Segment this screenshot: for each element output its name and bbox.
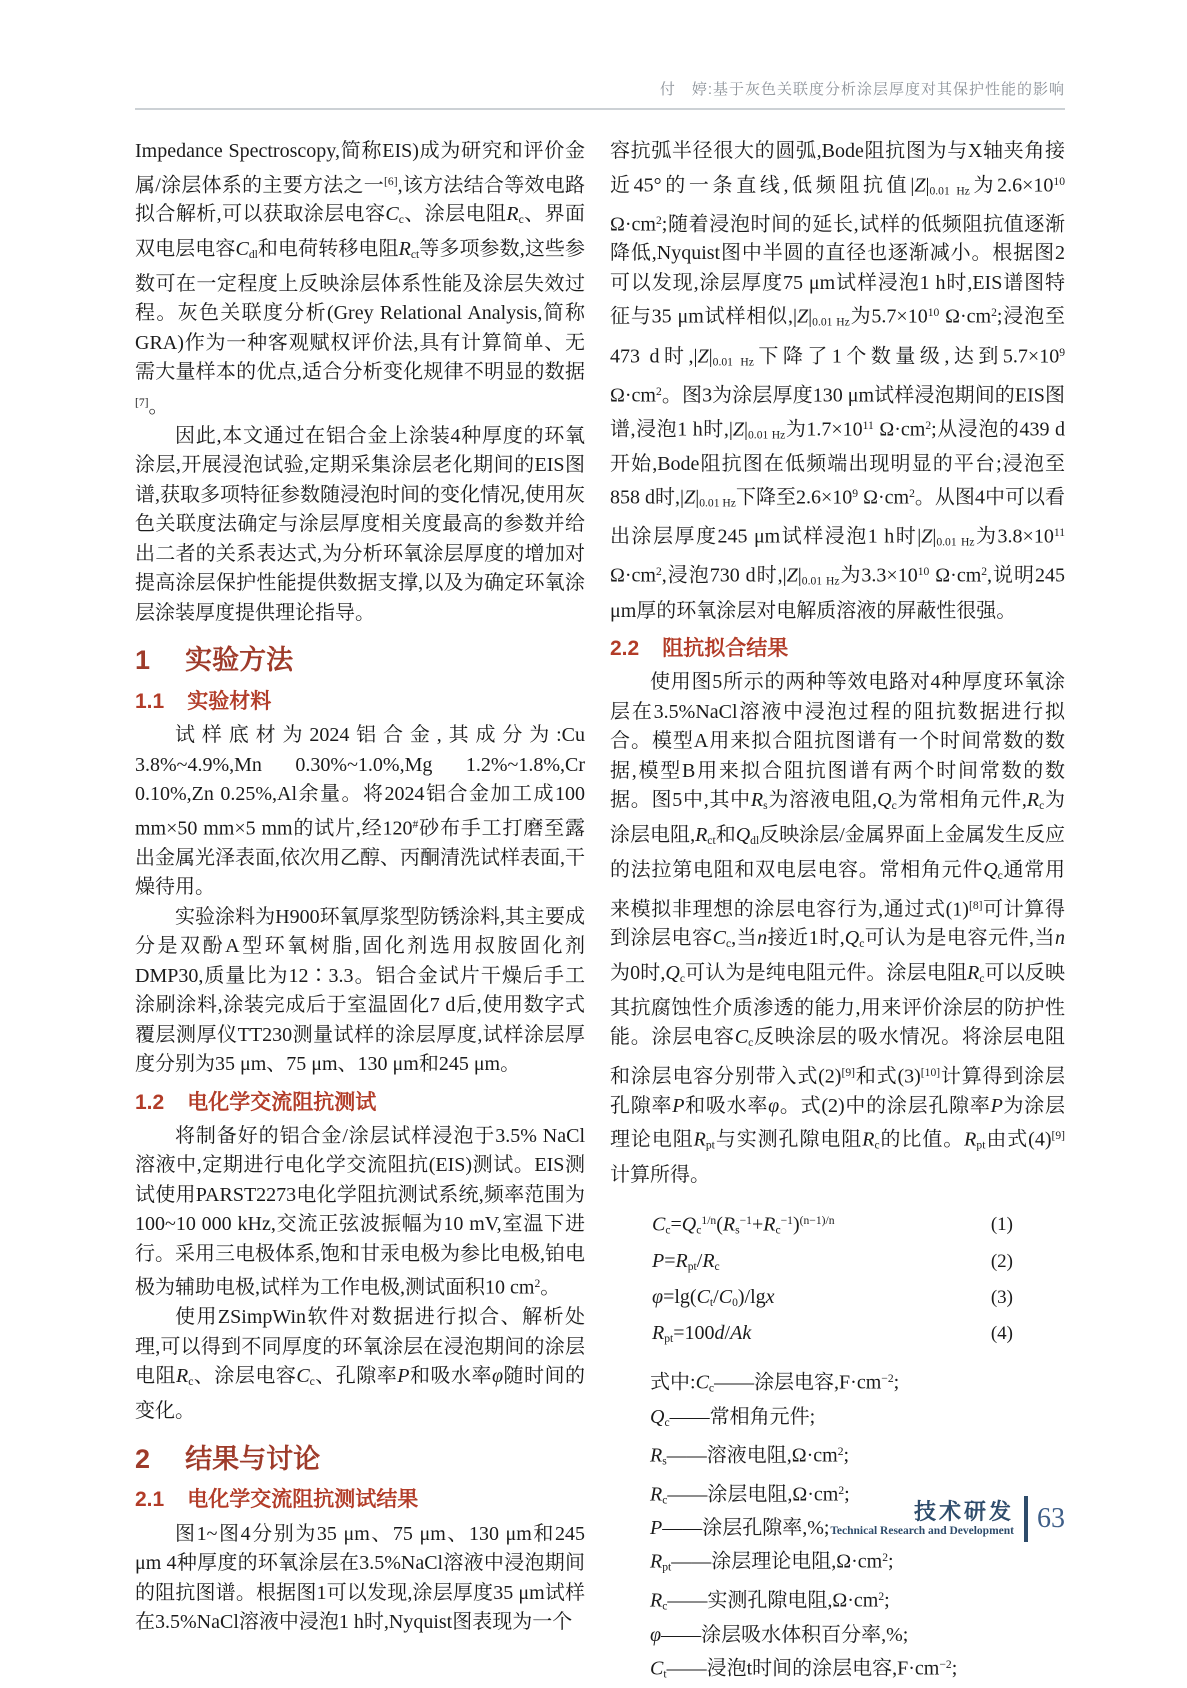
section-heading-2-2 [610, 635, 1065, 662]
paragraph-eis-method: Impedance Spectroscopy,简称EIS)成为研究和评价金属/涂层体系的主要方法之一[6],该方法结合等效电路拟合解析,可以获取涂层电容Cc、涂层电阻Rc、界面双电层电容Cdl和电荷转移电阻Rct等多项参数,这些参数可在一定程度上反映涂层体系性能及涂层失效过程。灰色关联度分析(Grey Relational Analysis,简称GRA)作为一种客观赋权评价法,具有计算简单、无需大量样本的优点,适合分析变化规律不明显的数据[7]。 [135, 140, 586, 418]
section-number: 2.2 [610, 637, 640, 661]
paragraph-zsimpwin: 使用ZSimpWin软件对数据进行拟合、解析处理,可以得到不同厚度的环氧涂层在浸泡期间的涂层电阻Rc、涂层电容Cc、孔隙率P和吸水率φ随时间的变化。 [135, 1306, 586, 1423]
equation-number: (3) [990, 1286, 1013, 1308]
footer-divider-bar [1024, 1496, 1028, 1542]
equation-4 [610, 1318, 1065, 1354]
definition-Rs: Rs——溶液电阻$,\Omega\cdot cm^2$; [650, 1444, 850, 1468]
section-heading-1-2 [135, 1089, 585, 1116]
footer-section-cn: 技术研发 [913, 1499, 1014, 1525]
running-head: 付 婷:基于灰色关联度分析涂层厚度对其保护性能的影响 [135, 78, 1065, 110]
equation-body: P=Rpt/Rc [652, 1249, 720, 1273]
section-title: 结果与讨论 [185, 1443, 321, 1474]
section-title: 电化学交流阻抗测试结果 [187, 1488, 419, 1512]
section-number: 1 [135, 645, 151, 676]
definition-Qc: Qc——常相角元件; [650, 1406, 816, 1430]
footer-section-en: Technical Research and Development [830, 1524, 1014, 1537]
section-number: 1.2 [135, 1090, 165, 1114]
section-number: 2 [135, 1443, 151, 1474]
section-title: 实验方法 [185, 645, 294, 676]
definition-phi: φ——涂层吸水体积百分率,%; [650, 1623, 909, 1646]
section-heading-1-1 [135, 688, 585, 715]
page-number: 63 [1037, 1503, 1065, 1534]
section-title: 实验材料 [187, 689, 272, 713]
footer-section-label [830, 1499, 1014, 1538]
equation-block [610, 1206, 1065, 1354]
paragraph-coating-material: 实验涂料为H900环氧厚浆型防锈涂料,其主要成分是双酚A型环氧树脂,固化剂选用叔胺固化剂DMP30,质量比为12∶3.3。铝合金试片干燥后手工涂刷涂料,涂装完成后于室温固化7 d后,使用数字式覆层测厚仪TT230测量试样的涂层厚度,试样涂层厚度分别为35 μm、75 μm、130 μm和245 μm。 [135, 905, 585, 1076]
equation-3 [610, 1282, 1065, 1318]
equation-number: (2) [990, 1250, 1013, 1272]
definition-Rc: Rc——涂层电阻$,\Omega\cdot cm^2$; [650, 1483, 850, 1507]
column-right [610, 137, 1065, 1688]
section-number: 1.1 [135, 689, 165, 713]
section-heading-1 [135, 644, 585, 678]
paragraph-figures-1-4: 图1~图4分别为35 μm、75 μm、130 μm和245 μm 4种厚度的环氧涂层在3.5%NaCl溶液中浸泡期间的阻抗图谱。根据图1可以发现,涂层厚度35 μm试样在3.5%NaCl溶液中浸泡1 h时,Nyquist图表现为一个 [135, 1522, 585, 1634]
paragraph-eis-test-setup: 将制备好的铝合金/涂层试样浸泡于3.5% NaCl溶液中,定期进行电化学交流阻抗(EIS)测试。EIS测试使用PARST2273电化学阻抗测试系统,频率范围为100~10 000 kHz,交流正弦波振幅为10 mV,室温下进行。采用三电极体系,饱和甘汞电极为参比电极,铂电极为辅助电极,试样为工作电极,测试面积10 $cm^2$。 [135, 1124, 585, 1299]
paragraph-impedance-results: 容抗弧半径很大的圆弧,Bode阻抗图为与X轴夹角接近45°的一条直线,低频阻抗值|Z|0.01 Hz为$2.6\times 10^{10}$ $\Omega\cdot cm^2$;随着浸泡时间的延长,试样的低频阻抗值逐渐降低,Nyquist图中半圆的直径也逐渐减小。根据图2可以发现,涂层厚度75 μm试样浸泡1 h时,EIS谱图特征与35 μm试样相似,|Z|0.01 Hz为$5.7\times 10^{10}$ $\Omega\cdot cm^2$;浸泡至473 d时,|Z|0.01 Hz下降了1个数量级,达到$5.7\times 10^9$ $\Omega\cdot cm^2$。图3为涂层厚度130 μm试样浸泡期间的EIS图谱,浸泡1 h时,|Z|0.01 Hz为$1.7\times 10^{11}$ $\Omega\cdot cm^2$;从浸泡的439 d开始,Bode阻抗图在低频端出现明显的平台;浸泡至858 d时,|Z|0.01 Hz下降至$2.6\times 10^9$ $\Omega\cdot cm^2$。从图4中可以看出涂层厚度245 μm试样浸泡1 h时|Z|0.01 Hz为$3.8\times 10^{11}$ $\Omega\cdot cm^2$,浸泡730 d时,|Z|0.01 Hz为$3.3\times 10^{10}$ $\Omega\cdot cm^2$,说明245 μm厚的环氧涂层对电解质溶液的屏蔽性很强。 [610, 140, 1066, 622]
equation-number: (4) [990, 1323, 1013, 1345]
column-left [135, 137, 585, 1688]
section-heading-2 [135, 1443, 585, 1477]
section-title: 阻抗拟合结果 [662, 637, 789, 661]
equation-body: Rpt=100d/Ak [652, 1322, 752, 1346]
paragraph-substrate: 试样底材为2024铝合金,其成分为:Cu 3.8%~4.9%,Mn 0.30%~1.0%,Mg 1.2%~1.8%,Cr 0.10%,Zn 0.25%,Al余量。将2024铝合金加工成100 mm×50 mm×5 mm的试片,经120#砂布手工打磨至露出金属光泽表面,依次用乙醇、丙酮清洗试样表面,干燥待用。 [135, 724, 585, 899]
definition-Cc: 式中:Cc——涂层电容$,F\cdot cm^{-2}$; [650, 1371, 900, 1395]
definition-Rc-measured: Rc——实测孔隙电阻$,\Omega\cdot cm^2$; [650, 1589, 890, 1613]
equation-body: φ=lg(Ct/C0)/lgx [652, 1285, 775, 1310]
definition-P: P——涂层孔隙率,%; [650, 1517, 830, 1540]
definition-Ct: Ct——浸泡t时间的涂层电容$,F\cdot cm^{-2}$; [650, 1657, 958, 1681]
paragraph-fitting-models: 使用图5所示的两种等效电路对4种厚度环氧涂层在3.5%NaCl溶液中浸泡过程的阻抗数据进行拟合。模型A用来拟合阻抗图谱有一个时间常数的数据,模型B用来拟合阻抗图谱有两个时间常数的数据。图5中,其中Rs为溶液电阻,Qc为常相角元件,Rc为涂层电阻,Rct和Qdl反映涂层/金属界面上金属发生反应的法拉第电阻和双电层电容。常相角元件Qc通常用来模拟非理想的涂层电容行为,通过式(1)[8]可计算得到涂层电容Cc,当n接近1时,Qc可认为是电容元件,当n为0时,Qc可认为是纯电阻元件。涂层电阻Rc可以反映其抗腐蚀性介质渗透的能力,用来评价涂层的防护性能。涂层电容Cc反映涂层的吸水情况。将涂层电阻和涂层电容分别带入式(2)[9]和式(3)[10]计算得到涂层孔隙率P和吸水率φ。式(2)中的涂层孔隙率P为涂层理论电阻Rpt与实测孔隙电阻Rc的比值。Rpt由式(4)[9]计算所得。 [610, 671, 1066, 1186]
equation-body: $Cc=Qc^{1/n}(Rs^{-1}+Rc^{-1})^{(n-1)/n}$ [652, 1213, 835, 1237]
section-number: 2.1 [135, 1488, 165, 1512]
paragraph-purpose: 因此,本文通过在铝合金上涂装4种厚度的环氧涂层,开展浸泡试验,定期采集涂层老化期间的EIS图谱,获取多项特征参数随浸泡时间的变化情况,使用灰色关联度法确定与涂层厚度相关度最高的参数并给出二者的关系表达式,为分析环氧涂层厚度的增加对提高涂层保护性能提供数据支撑,以及为确定环氧涂层涂装厚度提供理论指导。 [135, 424, 585, 624]
equation-2 [610, 1246, 1065, 1282]
page-footer [830, 1496, 1065, 1542]
equation-1 [610, 1206, 1065, 1246]
section-heading-2-1 [135, 1486, 585, 1513]
definition-Rpt: Rpt——涂层理论电阻$,\Omega\cdot cm^2$; [650, 1550, 894, 1575]
equation-number: (1) [990, 1214, 1013, 1236]
two-column-body [135, 137, 1065, 1688]
section-title: 电化学交流阻抗测试 [187, 1090, 377, 1114]
